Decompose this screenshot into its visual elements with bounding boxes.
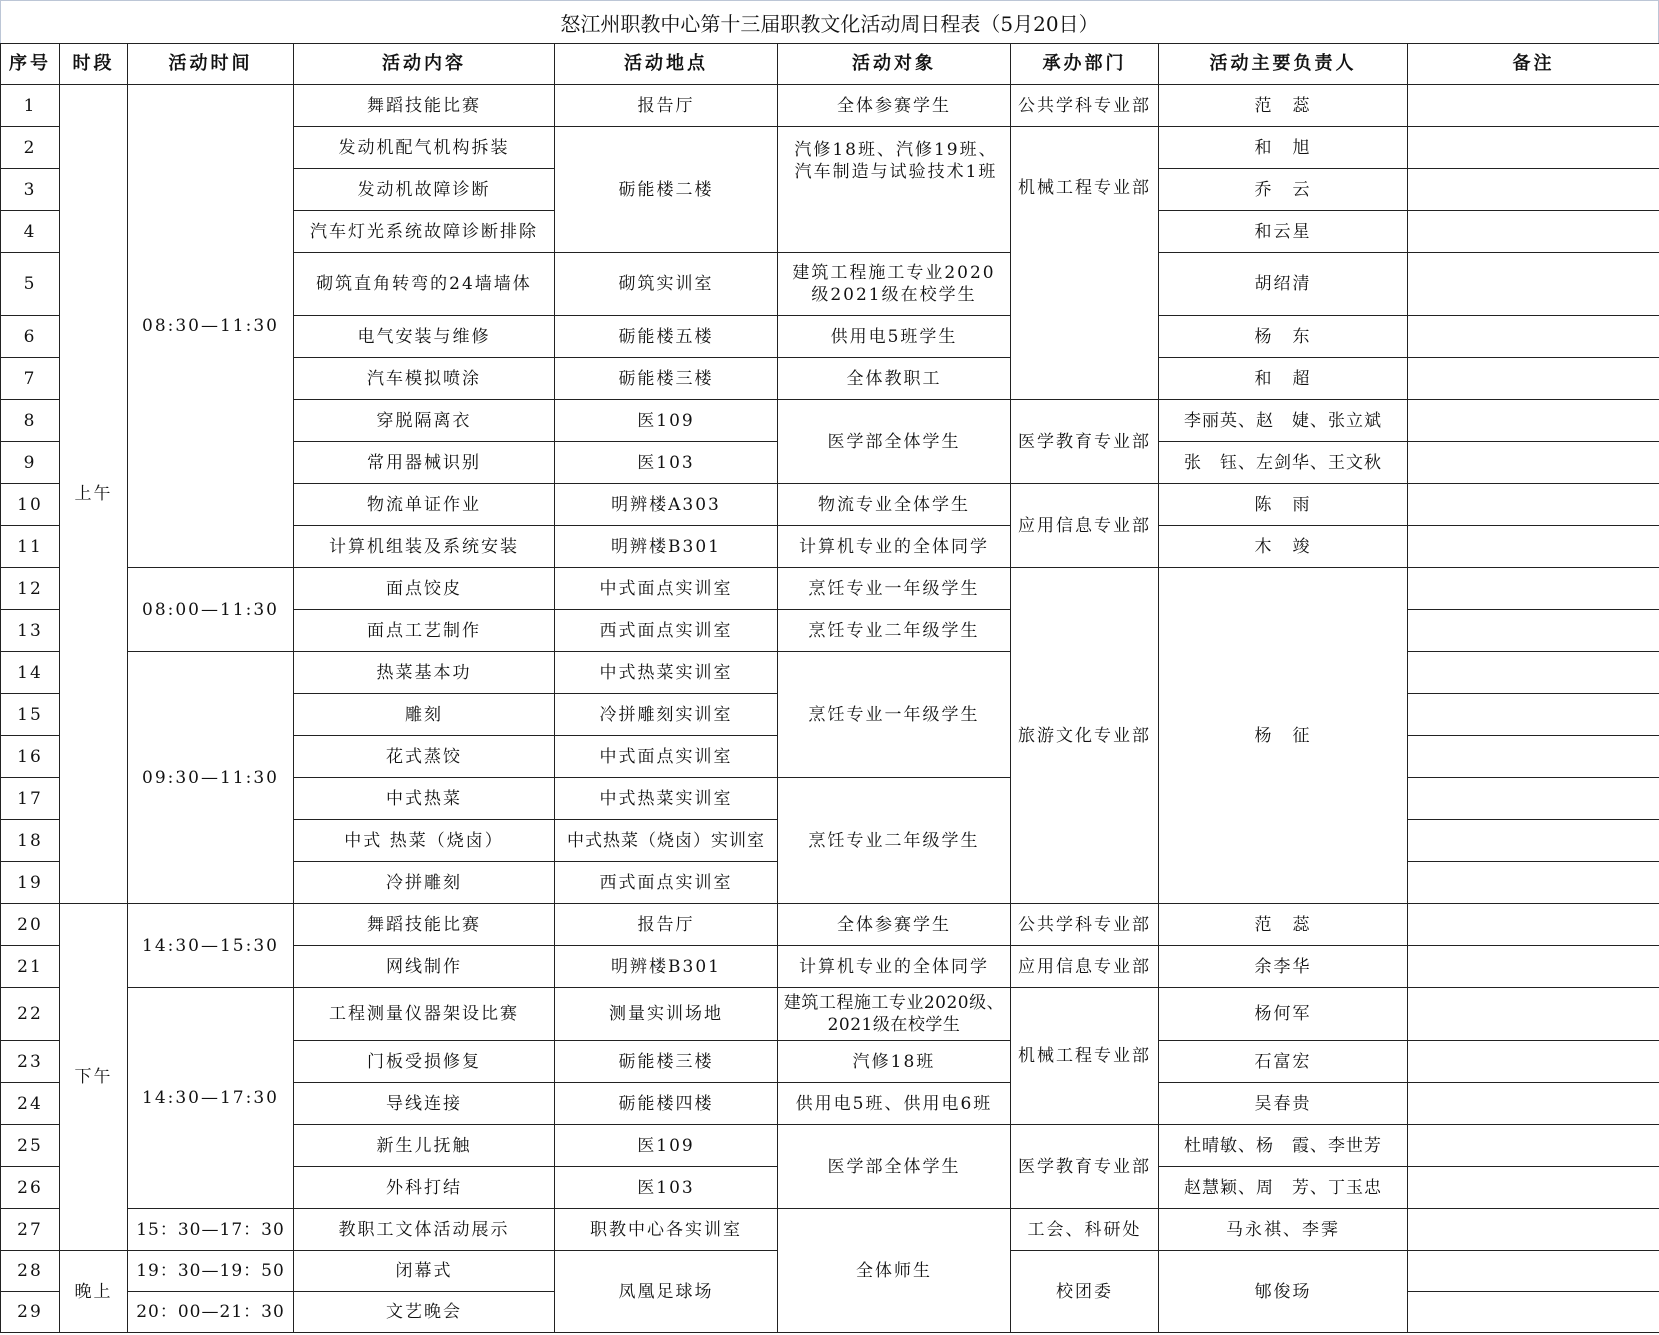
content-cell: 舞蹈技能比赛 bbox=[294, 904, 555, 946]
time-cell: 08:30—11:30 bbox=[128, 85, 294, 568]
remark-cell bbox=[1408, 1209, 1659, 1251]
header-cell: 序号 bbox=[1, 44, 60, 85]
row-number: 19 bbox=[1, 862, 60, 904]
content-cell: 面点饺皮 bbox=[294, 568, 555, 610]
dept-cell: 医学教育专业部 bbox=[1011, 400, 1159, 484]
period-cell: 上午 bbox=[60, 85, 128, 904]
leader-cell: 吴春贵 bbox=[1159, 1083, 1408, 1125]
target-cell: 医学部全体学生 bbox=[778, 400, 1011, 484]
row-number: 1 bbox=[1, 85, 60, 127]
location-cell: 中式热菜实训室 bbox=[555, 652, 778, 694]
remark-cell bbox=[1408, 904, 1659, 946]
row-number: 26 bbox=[1, 1167, 60, 1209]
row-number: 18 bbox=[1, 820, 60, 862]
leader-cell: 范 蕊 bbox=[1159, 85, 1408, 127]
time-cell: 20：00—21：30 bbox=[128, 1292, 294, 1333]
remark-cell bbox=[1408, 988, 1659, 1041]
target-cell: 全体教职工 bbox=[778, 358, 1011, 400]
dept-cell: 应用信息专业部 bbox=[1011, 946, 1159, 988]
content-cell: 门板受损修复 bbox=[294, 1041, 555, 1083]
content-cell: 面点工艺制作 bbox=[294, 610, 555, 652]
header-cell: 活动主要负责人 bbox=[1159, 44, 1408, 85]
dept-cell: 公共学科专业部 bbox=[1011, 904, 1159, 946]
header-row bbox=[1, 44, 1659, 85]
content-cell: 冷拼雕刻 bbox=[294, 862, 555, 904]
target-cell: 烹饪专业二年级学生 bbox=[778, 778, 1011, 904]
leader-cell: 乔 云 bbox=[1159, 169, 1408, 211]
header-cell: 备注 bbox=[1408, 44, 1659, 85]
location-cell: 明辨楼B301 bbox=[555, 526, 778, 568]
location-cell: 西式面点实训室 bbox=[555, 610, 778, 652]
row-number: 24 bbox=[1, 1083, 60, 1125]
content-cell: 雕刻 bbox=[294, 694, 555, 736]
row-number: 28 bbox=[1, 1251, 60, 1292]
location-cell: 西式面点实训室 bbox=[555, 862, 778, 904]
content-cell: 网线制作 bbox=[294, 946, 555, 988]
location-cell: 测量实训场地 bbox=[555, 988, 778, 1041]
target-cell: 烹饪专业一年级学生 bbox=[778, 652, 1011, 778]
leader-cell: 李丽英、赵 婕、张立斌 bbox=[1159, 400, 1408, 442]
time-cell: 15：30—17：30 bbox=[128, 1209, 294, 1251]
content-cell: 新生儿抚触 bbox=[294, 1125, 555, 1167]
remark-cell bbox=[1408, 127, 1659, 169]
remark-cell bbox=[1408, 169, 1659, 211]
remark-cell bbox=[1408, 85, 1659, 127]
content-cell: 汽车灯光系统故障诊断排除 bbox=[294, 211, 555, 253]
row-number: 25 bbox=[1, 1125, 60, 1167]
row-number: 27 bbox=[1, 1209, 60, 1251]
table-row bbox=[1, 904, 1659, 946]
target-cell: 医学部全体学生 bbox=[778, 1125, 1011, 1209]
remark-cell bbox=[1408, 568, 1659, 610]
remark-cell bbox=[1408, 211, 1659, 253]
sheet-title: 怒江州职教中心第十三届职教文化活动周日程表（5月20日） bbox=[0, 0, 1659, 44]
remark-cell bbox=[1408, 736, 1659, 778]
row-number: 21 bbox=[1, 946, 60, 988]
row-number: 23 bbox=[1, 1041, 60, 1083]
location-cell: 冷拼雕刻实训室 bbox=[555, 694, 778, 736]
row-number: 14 bbox=[1, 652, 60, 694]
dept-cell: 工会、科研处 bbox=[1011, 1209, 1159, 1251]
remark-cell bbox=[1408, 253, 1659, 316]
remark-cell bbox=[1408, 946, 1659, 988]
location-cell: 凤凰足球场 bbox=[555, 1251, 778, 1333]
content-cell: 热菜基本功 bbox=[294, 652, 555, 694]
row-number: 8 bbox=[1, 400, 60, 442]
remark-cell bbox=[1408, 1292, 1659, 1333]
row-number: 9 bbox=[1, 442, 60, 484]
content-cell: 发动机故障诊断 bbox=[294, 169, 555, 211]
location-cell: 中式面点实训室 bbox=[555, 568, 778, 610]
leader-cell: 陈 雨 bbox=[1159, 484, 1408, 526]
leader-cell: 杨 征 bbox=[1159, 568, 1408, 904]
target-cell: 计算机专业的全体同学 bbox=[778, 946, 1011, 988]
time-cell: 08:00—11:30 bbox=[128, 568, 294, 652]
header-cell: 时段 bbox=[60, 44, 128, 85]
remark-cell bbox=[1408, 1083, 1659, 1125]
dept-cell: 机械工程专业部 bbox=[1011, 988, 1159, 1125]
location-cell: 医109 bbox=[555, 400, 778, 442]
table-row bbox=[1, 85, 1659, 127]
target-cell: 烹饪专业二年级学生 bbox=[778, 610, 1011, 652]
target-cell: 汽修18班 bbox=[778, 1041, 1011, 1083]
remark-cell bbox=[1408, 1041, 1659, 1083]
target-cell: 全体参赛学生 bbox=[778, 904, 1011, 946]
header-cell: 活动地点 bbox=[555, 44, 778, 85]
content-cell: 汽车模拟喷涂 bbox=[294, 358, 555, 400]
leader-cell: 范 蕊 bbox=[1159, 904, 1408, 946]
location-cell: 医109 bbox=[555, 1125, 778, 1167]
remark-cell bbox=[1408, 400, 1659, 442]
remark-cell bbox=[1408, 610, 1659, 652]
remark-cell bbox=[1408, 862, 1659, 904]
location-cell: 报告厅 bbox=[555, 904, 778, 946]
target-cell: 计算机专业的全体同学 bbox=[778, 526, 1011, 568]
content-cell: 常用器械识别 bbox=[294, 442, 555, 484]
remark-cell bbox=[1408, 694, 1659, 736]
leader-cell: 马永祺、李霁 bbox=[1159, 1209, 1408, 1251]
row-number: 5 bbox=[1, 253, 60, 316]
leader-cell: 和 旭 bbox=[1159, 127, 1408, 169]
target-cell: 全体师生 bbox=[778, 1209, 1011, 1333]
row-number: 15 bbox=[1, 694, 60, 736]
content-cell: 电气安装与维修 bbox=[294, 316, 555, 358]
period-cell: 下午 bbox=[60, 904, 128, 1251]
row-number: 10 bbox=[1, 484, 60, 526]
target-cell: 汽修18班、汽修19班、汽车制造与试验技术1班 bbox=[778, 127, 1011, 253]
dept-cell: 应用信息专业部 bbox=[1011, 484, 1159, 568]
location-cell: 职教中心各实训室 bbox=[555, 1209, 778, 1251]
remark-cell bbox=[1408, 316, 1659, 358]
content-cell: 中式热菜 bbox=[294, 778, 555, 820]
content-cell: 导线连接 bbox=[294, 1083, 555, 1125]
leader-cell: 余李华 bbox=[1159, 946, 1408, 988]
location-cell: 医103 bbox=[555, 1167, 778, 1209]
time-cell: 19：30—19：50 bbox=[128, 1251, 294, 1292]
leader-cell: 赵慧颖、周 芳、丁玉忠 bbox=[1159, 1167, 1408, 1209]
dept-cell: 旅游文化专业部 bbox=[1011, 568, 1159, 904]
table-row bbox=[1, 652, 1659, 694]
location-cell: 砺能楼三楼 bbox=[555, 1041, 778, 1083]
row-number: 7 bbox=[1, 358, 60, 400]
dept-cell: 机械工程专业部 bbox=[1011, 127, 1159, 400]
row-number: 16 bbox=[1, 736, 60, 778]
remark-cell bbox=[1408, 358, 1659, 400]
location-cell: 砺能楼五楼 bbox=[555, 316, 778, 358]
header-cell: 承办部门 bbox=[1011, 44, 1159, 85]
location-cell: 医103 bbox=[555, 442, 778, 484]
time-cell: 14:30—17:30 bbox=[128, 988, 294, 1209]
content-cell: 闭幕式 bbox=[294, 1251, 555, 1292]
content-cell: 文艺晚会 bbox=[294, 1292, 555, 1333]
schedule-table bbox=[0, 43, 1659, 1333]
row-number: 4 bbox=[1, 211, 60, 253]
row-number: 17 bbox=[1, 778, 60, 820]
remark-cell bbox=[1408, 1251, 1659, 1292]
dept-cell: 医学教育专业部 bbox=[1011, 1125, 1159, 1209]
leader-cell: 郇俊玚 bbox=[1159, 1251, 1408, 1333]
location-cell: 中式面点实训室 bbox=[555, 736, 778, 778]
row-number: 12 bbox=[1, 568, 60, 610]
leader-cell: 石富宏 bbox=[1159, 1041, 1408, 1083]
location-cell: 明辨楼B301 bbox=[555, 946, 778, 988]
content-cell: 物流单证作业 bbox=[294, 484, 555, 526]
content-cell: 工程测量仪器架设比赛 bbox=[294, 988, 555, 1041]
dept-cell: 校团委 bbox=[1011, 1251, 1159, 1333]
header-cell: 活动时间 bbox=[128, 44, 294, 85]
remark-cell bbox=[1408, 484, 1659, 526]
target-cell: 建筑工程施工专业2020级2021级在校学生 bbox=[778, 253, 1011, 316]
remark-cell bbox=[1408, 1125, 1659, 1167]
location-cell: 明辨楼A303 bbox=[555, 484, 778, 526]
remark-cell bbox=[1408, 652, 1659, 694]
content-cell: 发动机配气机构拆装 bbox=[294, 127, 555, 169]
leader-cell: 张 钰、左剑华、王文秋 bbox=[1159, 442, 1408, 484]
content-cell: 花式蒸饺 bbox=[294, 736, 555, 778]
dept-cell: 公共学科专业部 bbox=[1011, 85, 1159, 127]
leader-cell: 木 竣 bbox=[1159, 526, 1408, 568]
content-cell: 计算机组装及系统安装 bbox=[294, 526, 555, 568]
location-cell: 砺能楼二楼 bbox=[555, 127, 778, 253]
content-cell: 穿脱隔离衣 bbox=[294, 400, 555, 442]
row-number: 29 bbox=[1, 1292, 60, 1333]
row-number: 13 bbox=[1, 610, 60, 652]
time-cell: 14:30—15:30 bbox=[128, 904, 294, 988]
remark-cell bbox=[1408, 820, 1659, 862]
target-cell: 供用电5班学生 bbox=[778, 316, 1011, 358]
leader-cell: 胡绍清 bbox=[1159, 253, 1408, 316]
table-row bbox=[1, 568, 1659, 610]
table-row bbox=[1, 988, 1659, 1041]
location-cell: 砺能楼三楼 bbox=[555, 358, 778, 400]
target-cell: 供用电5班、供用电6班 bbox=[778, 1083, 1011, 1125]
leader-cell: 和云星 bbox=[1159, 211, 1408, 253]
location-cell: 砺能楼四楼 bbox=[555, 1083, 778, 1125]
content-cell: 教职工文体活动展示 bbox=[294, 1209, 555, 1251]
row-number: 3 bbox=[1, 169, 60, 211]
remark-cell bbox=[1408, 442, 1659, 484]
location-cell: 报告厅 bbox=[555, 85, 778, 127]
row-number: 6 bbox=[1, 316, 60, 358]
table-row bbox=[1, 1209, 1659, 1251]
leader-cell: 杨何军 bbox=[1159, 988, 1408, 1041]
location-cell: 中式热菜（烧卤）实训室 bbox=[555, 820, 778, 862]
content-cell: 中式 热菜（烧卤） bbox=[294, 820, 555, 862]
target-cell: 烹饪专业一年级学生 bbox=[778, 568, 1011, 610]
location-cell: 中式热菜实训室 bbox=[555, 778, 778, 820]
header-cell: 活动对象 bbox=[778, 44, 1011, 85]
leader-cell: 杨 东 bbox=[1159, 316, 1408, 358]
leader-cell: 和 超 bbox=[1159, 358, 1408, 400]
content-cell: 砌筑直角转弯的24墙墙体 bbox=[294, 253, 555, 316]
content-cell: 舞蹈技能比赛 bbox=[294, 85, 555, 127]
target-cell: 全体参赛学生 bbox=[778, 85, 1011, 127]
header-cell: 活动内容 bbox=[294, 44, 555, 85]
period-cell: 晚上 bbox=[60, 1251, 128, 1333]
content-cell: 外科打结 bbox=[294, 1167, 555, 1209]
remark-cell bbox=[1408, 778, 1659, 820]
target-cell: 物流专业全体学生 bbox=[778, 484, 1011, 526]
row-number: 22 bbox=[1, 988, 60, 1041]
leader-cell: 杜晴敏、杨 霞、李世芳 bbox=[1159, 1125, 1408, 1167]
row-number: 11 bbox=[1, 526, 60, 568]
location-cell: 砌筑实训室 bbox=[555, 253, 778, 316]
row-number: 20 bbox=[1, 904, 60, 946]
remark-cell bbox=[1408, 526, 1659, 568]
time-cell: 09:30—11:30 bbox=[128, 652, 294, 904]
target-cell: 建筑工程施工专业2020级、2021级在校学生 bbox=[778, 988, 1011, 1041]
row-number: 2 bbox=[1, 127, 60, 169]
remark-cell bbox=[1408, 1167, 1659, 1209]
